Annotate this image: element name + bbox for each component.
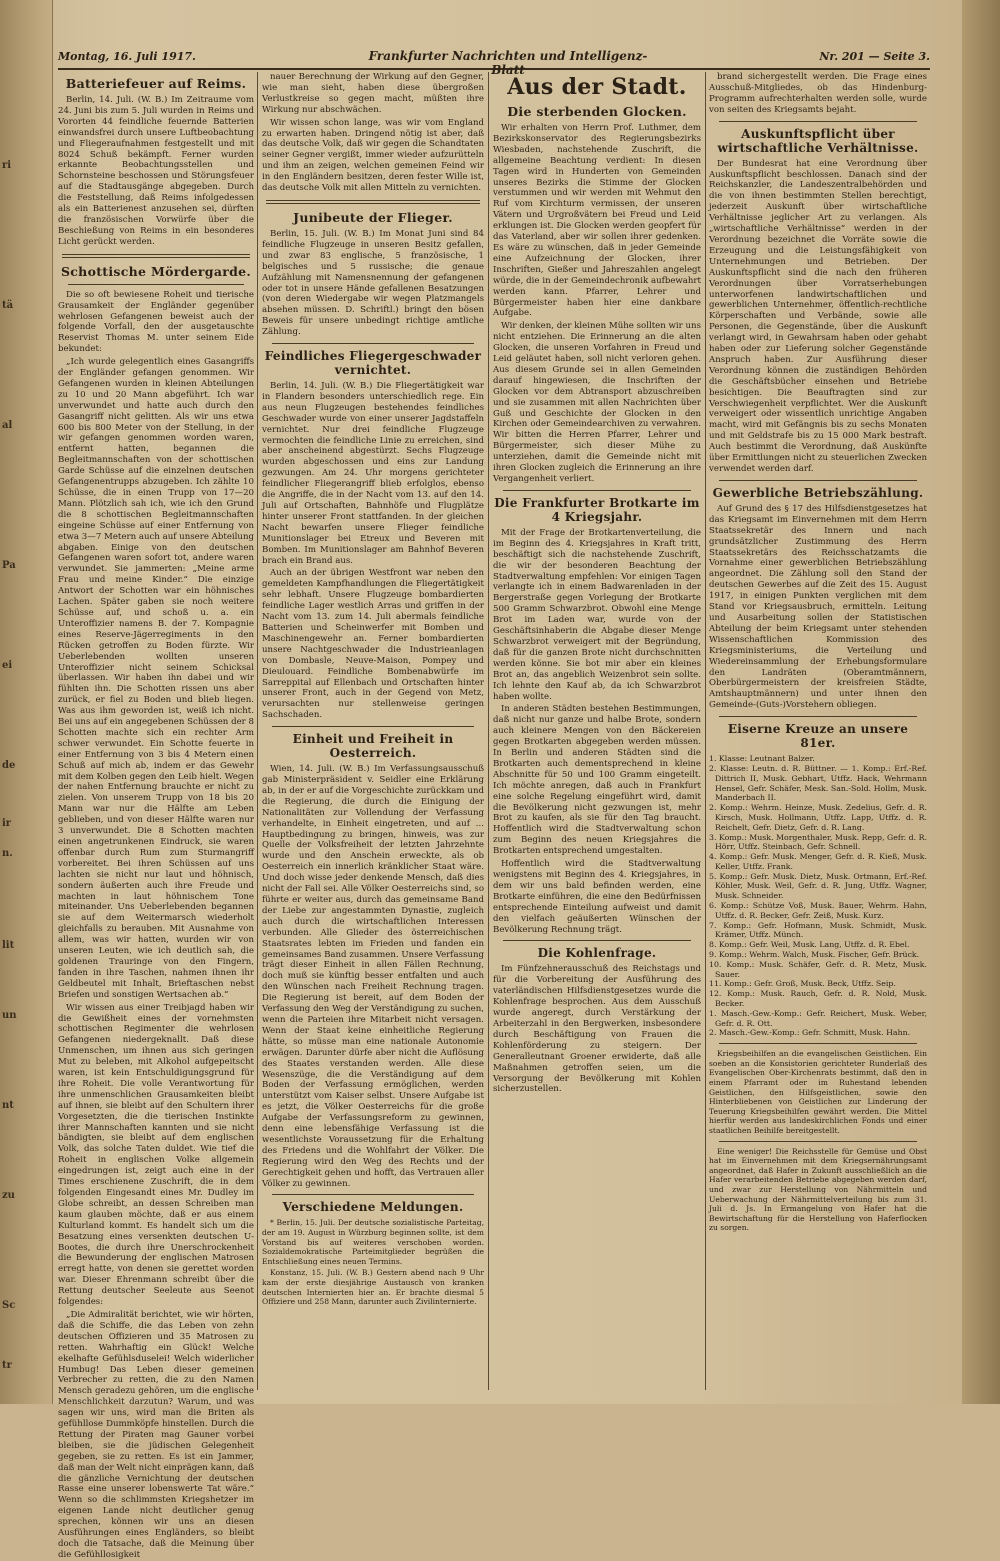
divider (719, 1141, 917, 1142)
column-rule (705, 72, 706, 1390)
article-headline: Die sterbenden Glocken. (507, 104, 687, 119)
award-list (709, 754, 927, 1038)
article-headline: Einheit und Freiheit in Oesterreich. (292, 732, 454, 761)
article-text: Konstanz, 15. Juli. (W. B.) Gestern abend nach 9 Uhr kam der erste diesjährige Austausch von kranken deutschen Internierten hier an. Er brachte diesmal 5 Offiziere und 258 Mann, darunter auch Zivilinternierte. (262, 1268, 484, 1307)
article-text: Im Fünfzehnerausschuß des Reichstags und für die Vorbereitung der Ausführung des vaterländischen Hilfsdienstgesetzes wurde die Kohlenfrage besprochen. Aus dem Ausschuß wurde angeregt, durch Verstärkung der Arbeiterzahl in den Bergwerken, insbesondere durch Beschäftigung von Frauen die Kohlenförderung zu steigern. Der Generalleutnant Groener erwiderte, daß alle Maßnahmen getroffen seien, um die Versorgung der Bevölkerung mit Kohlen sicherzustellen. (493, 964, 701, 1095)
article-headline: Batteriefeuer auf Reims. (65, 76, 247, 91)
divider (503, 490, 691, 491)
list-item: 8. Komp.: Gefr. Weil, Musk. Lang, Utffz. d. R. Ebel. (709, 940, 910, 950)
article-text: Wir denken, der kleinen Mühe sollten wir uns nicht entziehen. Die Erinnerung an die alten Glocken, die unseren Vorfahren in Freud und Leid geläutet haben, soll nicht verloren gehen. Aus diesem Grunde sei in allen Gemeinden darauf hingewiesen, die Inschriften der Glocken vor dem Abtransport abzuschreiben und sie zusammen mit allen Nachrichten über Guß und Geschichte der Glocken in den Kirchen oder Gemeindearchiven zu verwahren. Wir bitten die Herren Pfarrer, Lehrer und Bürgermeister, sich dieser Mühe zu unterziehen, damit die Gemeinde nicht mit ihren Glocken zugleich die Erinnerung an ihre Vergangenheit verliert. (493, 321, 701, 484)
edge-fragment: ir (2, 818, 12, 829)
list-item: 9. Komp.: Wehrm. Walch, Musk. Fischer, Gefr. Brück. (709, 950, 920, 960)
column-rule (488, 72, 489, 1390)
article-text: Berlin, 14. Juli. (W. B.) Die Fliegertätigkeit war in Flandern besonders unterschiedlich rege. Ein aus neun Flugzeugen bestehendes feindliches Geschwader wurde von einer unserer Jagdstaffeln vernichtet. Nur drei feindliche Flugzeuge vermochten die feindliche Linie zu erreichen, sind aber anscheinend abgestürzt. Sechs Flugzeuge wurden abgeschossen und eins zur Landung gezwungen. Am 24. Uhr morgens gerichteter feindlicher Fliegerangriff blieb erfolglos, ebenso die Angriffe, die in der Nacht vom 13. auf den 14. Juli auf Ortschaften, Bahnhöfe und Flugplätze hinter unserer Front stattfanden. In der gleichen Nacht bewarfen unsere Flieger feindliche Munitionslager bei Etreux und Beveren mit Bomben. Im Munitionslager am Bahnhof Beveren brach ein Brand aus. (262, 381, 484, 566)
article-headline: Auskunftspflicht über wirtschaftliche Verhältnisse. (717, 126, 919, 155)
header-date: Montag, 16. Juli 1917. (58, 50, 196, 63)
article-text: Wien, 14. Juli. (W. B.) Im Verfassungsausschuß gab Ministerpräsident v. Seidler eine Erklärung ab, in der er auf die Vorgeschichte zurückkam und die Regierung, die durch die Einigung der Nationalitäten zur Vollendung der Verfassung verhandelte, in Einheit eingetreten, und auf ... Hauptbedingung zu bringen, hinweis, was zur Quelle der Volksfreiheit der letzten Jahrzehnte wurde und den Anschein erweckte, als ob Oesterreich ein innerlich kränklicher Staat wäre. Und doch wisse jeder denkende Mensch, daß dies nicht der Fall sei. Alle Völker Oesterreichs sind, so führte er weiter aus, durch das gemeinsame Band der Liebe zur angestammten Dynastie, zugleich auch durch die wirtschaftlichen Interessen verbunden. Alle Glieder des österreichischen Staatsrates lebten im Frieden und fanden ein gemeinsames Band zusammen. Unsere Verfassung trägt dieser Einheit in allen Fällen Rechnung, doch muß sie künftig besser entfalten und auch den Wünschen nach Freiheit Rechnung tragen. Die Regierung ist bereit, auf dem Boden der Verfassung den Weg der Verständigung zu suchen, wenn die Parteien ihre Mitarbeit nicht versagen. Wenn der Staat keine einheitliche Regierung hätte, so müsse man eine nationale Autonomie erwägen. Darunter dürfe aber nicht die Auflösung des Staates verstanden werden. Alle diese Wesenszüge, die die Verständigung auf dem Boden der Verfassung ermöglichen, werden unterstützt vom Kaiser selbst. Unsere Aufgabe ist es jetzt, die Völker Oesterreichs für die große Aufgabe der Verfassungsreform zu gewinnen, denn eine lebensfähige Verfassung ist die wesentlichste Voraussetzung für die Erhaltung des Friedens und die Wohlfahrt der Völker. Die Regierung wird den Weg des Rechts und der Gerechtigkeit gehen und hofft, das Vertrauen aller Völker zu gewinnen. (262, 764, 484, 1189)
page-header (58, 48, 930, 77)
article-text: In anderen Städten bestehen Bestimmungen, daß nicht nur ganze und halbe Brote, sondern auch kleinere Mengen von den Bäckereien gegen Brotkarten abgegeben werden müssen. In Berlin und anderen Städten sind die Brotkarten auch dementsprechend in kleine Abschnitte für 50 und 100 Gramm eingeteilt. Ich möchte anregen, daß auch in Frankfurt eine solche Regelung eingeführt wird, damit die Bevölkerung nicht gezwungen ist, mehr Brot zu kaufen, als sie für den Tag braucht. Hoffentlich wird die Stadtverwaltung schon zum Beginn des neuen Kriegsjahres die Brotkarten entsprechend umgestalten. (493, 704, 701, 857)
article-headline: Feindliches Fliegergeschwader vernichtet. (264, 349, 482, 378)
edge-fragment: Pa (2, 560, 16, 571)
divider (719, 480, 917, 481)
edge-fragment: de (2, 760, 16, 771)
edge-fragment: lit (2, 940, 15, 951)
list-item: 2. Komp.: Wehrm. Heinze, Musk. Zedelius, Gefr. d. R. Kirsch, Musk. Hollmann, Utffz. Lapp, Utffz. d. R. Reichelt, Gefr. Dietz, Gefr. d. R. Lang. (709, 803, 927, 832)
article-text: Auch an der übrigen Westfront war neben den gemeldeten Kampfhandlungen die Fliegertätigkeit sehr lebhaft. Unsere Flugzeuge bombardierten feindliche Lager westlich Arras und griffen in der Nacht vom 13. zum 14. Juli abermals feindliche Batterien und Scheinwerfer mit Bomben und Maschinengewehr an. Ferner bombardierten unsere Nachtgeschwader die Industrieanlagen von Dombasle, Neuve-Maison, Pompey und Dieulouard. Feindliche Bombenabwürfe im Sarreppital auf Ellenbach und Ortschaften hinter unserer Front, auch in der Gegend von Metz, verursachten nur stellenweise geringen Sachschaden. (262, 568, 484, 721)
article-text: Wir wissen aus einer Treibjagd haben wir die Gewißheit eines der vornehmsten schottischen Regimenter die wehrlosen Gefangenen niedergeknallt. Daß diese Unmenschen, um ihnen aus sich geringen Mut zu beleben, mit Alkohol aufgepeitscht waren, ist kein Entschuldigungsgrund für ihre Roheit. Die volle Verantwortung für ihre unmenschlichen Grausamkeiten bleibt auf ihnen, sie bleibt auf den Schultern ihrer Vorgesetzten, die die tierischen Instinkte ihrer Mannschaften kannten und sie nicht bändigten, sie bleibt auf dem englischen Volk, das solche Taten duldet. Wie tief die Roheit in englischen Volke allgemein eingedrungen ist, zeigt auch eine in der Times erschienene Zuschrift, die in dem folgenden Eingesandt eines Mr. Dudley im Globe schreibt, an dessen Schreiben man kaum glauben möchte, daß er aus einem Kulturland kommt. Es handelt sich um die Besatzung eines versenkten deutschen U-Bootes, die durch ihre Unerschrockenheit die Bewunderung der englischen Matrosen erregt hatte, von denen sie gerettet worden war. Dieser Ehrenmann schreibt über die Rettung deutscher Seeleute aus Seenot folgendes: (58, 1002, 254, 1308)
edge-fragment: un (2, 1010, 17, 1021)
column-2 (262, 72, 484, 1390)
divider (272, 726, 474, 727)
divider (719, 121, 917, 122)
list-item: 11. Komp.: Gefr. Groß, Musk. Beck, Utffz. Seip. (709, 979, 896, 989)
divider (266, 200, 480, 204)
edge-fragment: nt (2, 1100, 14, 1111)
column-rule (257, 72, 258, 1390)
article-headline: Eiserne Kreuze an unsere 81er. (727, 722, 909, 751)
article-text: Hoffentlich wird die Stadtverwaltung wenigstens mit Beginn des 4. Kriegsjahres, in dem wir uns bald befinden werden, eine Brotkarte einführen, die eine den Bedürfnissen entsprechende Einteilung aufweist und damit den vielfach geäußerten Wünschen der Bevölkerung Rechnung trägt. (493, 859, 701, 935)
article-headline: Die Kohlenfrage. (537, 946, 657, 961)
list-item: 1. Klasse: Leutnant Balzer. (709, 754, 815, 764)
list-item: 2. Klasse: Leutn. d. R. Büttner. — 1. Komp.: Erf.-Ref. Dittrich II, Musk. Gebhart, Utffz. Hack, Wehrmann Hensel, Gefr. Schäfer, Mesk. San.-Sold. Hollm, Musk. Manderbach II. (709, 763, 927, 803)
article-text: „Die Admiralität berichtet, wie wir hörten, daß die Schiffe, die das Leben von zehn deutschen Offizieren und 35 Matrosen zu retten. Wahrhaftig ein Glück! Welche ekelhafte Gefühlsduselei! Welch widerlicher Humbug! Das Leben dieser gemeinen Verbrecher zu retten, die zu den Namen Mensch geradezu gehören, um die englische Menschlichkeit darzutun? Warum, und was sagen wir uns, wird man die Briten als gefühllose Dummköpfe hinstellen. Durch die Rettung der Piraten mag Gauner vorbei bleiben, sie die jüdischen Gelegenheit gegeben, sie zu retten. Es ist ein Jammer, daß man der Welt nicht einprägen kann, daß die gänzliche Vernichtung der deutschen Rasse eine unserer lobenswerte Tat wäre.“ Wenn so die schlimmsten Kriegshetzer im eigenen Lande nicht deutlicher genug sprechen, können wir uns an diesen Ausführungen eines Engländers, so bleibt doch die Tatsache, daß die Meinung über die Gefühllosigkeit (58, 1309, 254, 1560)
adjacent-page-edge (0, 0, 53, 1404)
list-item: 7. Komp.: Gefr. Hofmann, Musk. Schmidt, Musk. Krämer, Utffz. Münch. (709, 920, 927, 940)
page-edge-right (962, 0, 1000, 1404)
article-text: „Ich wurde gelegentlich eines Gasangriffs der Engländer gefangen genommen. Wir Gefangenen wurden in kleinen Abteilungen zu 10 und 20 Mann abgeführt. Ich war unverwundet und hatte auch durch den Gasangriff nicht gelitten. Als wir uns etwa 600 bis 800 Meter von der Stellung, in der wir gefangen genommen worden waren, entfernt hatten, begannen die Begleitmannschaften von der schottischen Garde Schüsse auf die einzelnen deutschen Gefangenentrupps abzugeben. Ich zählte 10 Schüsse, die in einen Trupp von 17—20 Mann. Plötzlich sah ich, wie ich den Grund die 8 schottischen Begleitmannschaften eingeine Schüsse auf einer Entfernung von etwa 3—7 Metern auch auf unsere Abteilung abgaben. Einige von den deutschen Gefangenen waren sofort tot, andere waren verwundet. Sie jammerten: „Meine arme Frau und meine Kinder.“ Die einzige Antwort der Schotten war ein höhnisches Lachen. Später gaben sie noch weitere Schüsse auf, und schoß u. a. ein Unteroffizier namens B. der 7. Kompagnie eines Reserve-Jägerregiments in den Rücken getroffen zu Boden fürzte. Wir Ueberlebenden wollten unseren Unteroffizier nicht seinem Schicksal überlassen. Wir haben ihn dabei und wir fühlten ihn. Die Schotten rissen uns aber zurück, er fiel zu Boden und blieb liegen. Was aus ihm geworden ist, weiß ich nicht. Bei uns auf ein angegebenen Schüssen der 8 Schotten machte sich ein rechter Arm schwer verwundet. Ein Schotte feuerte in einer Entfernung von 3 bis 4 Metern einen Schuß auf mich ab, indem er das Gewehr mit dem Kolben gegen den Leib hielt. Wegen der nahen Entfernung brauchte er nicht zu zielen. Von unserem Trupp von 18 bis 20 Mann war nur die Hälfte am Leben geblieben, und von dieser Hälfte waren nur 3 unverwundet. Die 8 Schotten machten einen angetrunkenen Eindruck, sie waren offenbar durch Rum zum Sturmangriff vorbereitet. Bei ihren Schüssen auf uns lachten sie nicht nur laut und höhnisch, sondern äußerten auch ihre Freude und machten in laut höhnischem Tone miteinander. Uns Ueberlebenden begannen sie auf dem Weitermarsch wiederholt gleichfalls zu berauben. Mit Ausnahme von allem, was wir hatten, wurden wir von unseren Leuten, wie ich deutlich sah, die goldenen Trauringe von den Fingern, fanden in ihre Taschen, nahmen ihnen ihr Geldbeutel mit Inhalt, Brieftaschen nebst Briefen und sonstigen Wertsachen ab.“ (58, 357, 254, 1000)
edge-fragment: Sc (2, 1300, 16, 1311)
list-item: 12. Komp.: Musk. Rauch, Gefr. d. R. Nold, Musk. Becker. (709, 989, 927, 1009)
article-text: Der Bundesrat hat eine Verordnung über Auskunftspflicht beschlossen. Danach sind der Reichskanzler, die Landeszentralbehörden und die von ihnen bestimmten Stellen berechtigt, jederzeit Auskunft über wirtschaftliche Verhältnisse jeglicher Art zu verlangen. Als „wirtschaftliche Verhältnisse“ werden in der Verordnung bezeichnet die Vorräte sowie die Erzeugung und die Leistungsfähigkeit von Unternehmungen und Betrieben. Der Auskunftspflicht sind die nach den früheren Verordnungen über Vorratserhebungen unterworfenen landwirtschaftlichen und gewerblichen Unternehmer, öffentlich-rechtliche Körperschaften und Verbände, sowie alle Personen, die Gegenstände, über die Auskunft verlangt wird, in Gewahrsam haben oder gehabt haben oder zur Lieferung solcher Gegenstände Anspruch haben. Zur Ausführung dieser Verordnung können die zuständigen Behörden die Geschäftsbücher einsehen und Betriebe besichtigen. Die Beauftragten sind zur Verschwiegenheit verpflichtet. Wer die Auskunft verweigert oder wissentlich unrichtige Angaben macht, wird mit Gefängnis bis zu sechs Monaten und mit Geldstrafe bis zu 15 000 Mark bestraft. Auch bestimmt die Verordnung, daß Auskünfte über Ermittlungen nicht zu steuerlichen Zwecken verwendet werden darf. (709, 158, 927, 474)
article-text: Berlin, 15. Juli. (W. B.) Im Monat Juni sind 84 feindliche Flugzeuge in unseren Besitz gefallen, und zwar 83 englische, 5 französische, 1 belgisches und 5 russische; die genaue Aufzählung mit Namensnennung der gefangenen oder tot in unsere Hände gefallenen Besatzungen (von deren Wiedergabe wir wegen Platzmangels absehen müssen. D. Schriftl.) bringt den bösen Beweis für unsere unbedingt richtige amtliche Zählung. (262, 228, 484, 338)
edge-fragment: ei (2, 660, 13, 671)
article-headline: Gewerbliche Betriebszählung. (712, 485, 924, 500)
divider (272, 343, 474, 344)
list-item: 4. Komp.: Gefr. Musk. Menger, Gefr. d. R. Kieß, Musk. Keller, Utffz. Frank. (709, 852, 927, 871)
article-text: Mit der Frage der Brotkartenverteilung, die im Beginn des 4. Kriegsjahres in Kraft tritt, beschäftigt sich die nachstehende Zuschrift, die wir der besonderen Beachtung der Stadtverwaltung empfehlen: Vor einigen Tagen verlangte ich in einem Badwarenladen in der Bergerstraße gegen Vorlegung der Brotkarte 500 Gramm Schwarzbrot. Obwohl eine Menge Brot im Laden war, wurde von der Geschäftsinhaberin die Abgabe dieser Menge Schwarzbrot verweigert mit der Begründung, daß für die ganzen Brote nicht durchschnitten werden könne. Sie bot mir aber ein kleines Brot an, das angeblich Weizenbrot sein sollte. Ich lehnte den Kauf ab, da ich Schwarzbrot haben wollte. (493, 527, 701, 702)
article-text: nauer Berechnung der Wirkung auf den Gegner, wie man sieht, haben diese übergroßen Verlustkreise so gegen macht, müßten ihre Wirkung nur abschwächen. (262, 72, 484, 115)
article-text: * Berlin, 15. Juli. Der deutsche sozialistische Parteitag, der am 19. August in Würzburg beginnen sollte, ist dem Vorstand bis auf weiteres verschoben worden. Sozialdemokratische Parteimitglieder begrüßen die Entschließung eines neuen Termins. (262, 1218, 484, 1266)
divider (503, 940, 691, 941)
article-headline: Verschiedene Meldungen. (282, 1200, 464, 1215)
column-4 (709, 72, 927, 1390)
divider (272, 1194, 474, 1195)
list-item: 5. Komp.: Gefr. Musk. Dietz, Musk. Ortmann, Erf.-Ref. Köhler, Musk. Weil, Gefr. d. R. Jung, Utffz. Wagner, Musk. Schneider. (709, 871, 927, 901)
article-text: Wir wissen schon lange, was wir vom England zu erwarten haben. Dringend nötig ist aber, daß das deutsche Volk, daß wir gegen die Schandtaten seiner Gegner vergißt, immer wieder aufzurütteln und ihm an zeigen, welchen gemeinen Feind wir in den Engländern besitzen, deren fester Wille ist, das deutsche Volk mit allen Mitteln zu vernichten. (262, 117, 484, 194)
article-text: Eine weniger! Die Reichsstelle für Gemüse und Obst hat im Einvernehmen mit dem Kriegsernährungsamt angeordnet, daß Hafer in Zukunft ausschließlich an die Hafer verarbeitenden Betriebe abgegeben werden darf, und zwar zur Herstellung von Nährmitteln und Ueberwachung der Nährmittelverteilung bis zum 31. Juli d. Js. In Ermangelung von Hafer hat die Bewirtschaftung für die Herstellung von Haferflocken zu sorgen. (709, 1146, 927, 1233)
edge-fragment: ri (2, 160, 12, 171)
column-1 (58, 72, 254, 1560)
column-3 (493, 72, 701, 1390)
edge-fragment: tä (2, 300, 14, 311)
edge-fragment: zu (2, 1190, 15, 1201)
article-text: Kriegsbeihilfen an die evangelischen Geistlichen. Ein soeben an die Konsistorien gerichteter Runderlaß des Evangelischen Ober-Kirchenrats bestimmt, daß den in einem Pfarramt oder im Ruhestand lebenden Geistlichen, den Hilfsgeistlichen, sowie den Hinterbliebenen von Geistlichen zur Linderung der Teuerung Kriegsbeihilfen gewährt werden. Die Mittel hierfür werden aus landeskirchlichen Fonds und einer staatlichen Beihilfe bereitgestellt. (709, 1049, 927, 1135)
article-text: Wir erhalten von Herrn Prof. Luthmer, dem Bezirkskonservator des Regierungsbezirks Wiesbaden, nachstehende Zuschrift, die allgemeine Beachtung verdient: In diesen Tagen wird in Hunderten von Gemeinden unseres Bezirks die Stimme der Glocken verstummen und wir werden mit Wehmut den Ruf vom Kirchturm vermissen, der unseren Vätern und Urgroßvätern bei Freud und Leid erklungen ist. Die Glocken werden geopfert für das Vaterland, aber wir sollen ihrer gedenken. Es wäre zu wünschen, daß in jeder Gemeinde eine Aufzeichnung der Glocken, ihrer Inschriften, Gießer und Jahreszahlen angelegt würde, die in der Gemeindechronik aufbewahrt werden kann. Pfarrer, Lehrer und Bürgermeister haben hier eine dankbare Aufgabe. (493, 123, 701, 319)
section-masthead: Aus der Stadt. (507, 74, 687, 100)
edge-fragment: n. (2, 848, 13, 859)
article-headline: Junibeute der Flieger. (293, 209, 453, 225)
newspaper-title: Frankfurter Nachrichten und Intelligenz-Blatt (368, 49, 648, 77)
edge-fragment: tr (2, 1360, 12, 1371)
list-item: 6. Komp.: Schütze Voß, Musk. Bauer, Wehrm. Hahn, Utffz. d. R. Becker, Gefr. Zeiß, Musk. Kurz. (709, 901, 927, 920)
edge-fragment: al (2, 420, 13, 431)
divider (68, 284, 244, 285)
article-text: Die so oft bewiesene Roheit und tierische Grausamkeit der Engländer gegenüber wehrlosen Gefangenen beweist auch der folgende Vorfall, den der ausgetauschte Reservist Thomas M. unter seinem Eide bekundet: (58, 289, 254, 355)
article-headline: Die Frankfurter Brotkarte im 4 Kriegsjahr. (494, 495, 700, 524)
list-item: 3. Komp.: Musk. Morgenthaler, Musk. Repp, Gefr. d. R. Hörr, Utffz. Steinbach, Gefr. Schnell. (709, 832, 927, 852)
article-text: brand sichergestellt werden. Die Frage eines Ausschuß-Mitgliedes, ob das Hindenburg-Programm aufrechterhalten werden solle, wurde von seiten des Kriegsamts bejaht. (709, 72, 927, 115)
divider (62, 254, 250, 258)
article-text: Auf Grund des § 17 des Hilfsdienstgesetzes hat das Kriegsamt im Einvernehmen mit dem Herrn Staatssekretär des Innern und nach grundsätzlicher Zustimmung des Herrn Staatssekretärs des Reichsschatzamts die Vornahme einer gewerblichen Betriebszählung angeordnet. Die Zählung soll den Stand der deutschen Gewerbes auf die Zeit des 15. August 1917, in einigen Punkten verglichen mit dem Stand vor Kriegsausbruch, ermitteln. Leitung und Ausarbeitung sollen der Statistischen Abteilung der beim Kriegsamt unter stehenden Wissenschaftlichen Kommission des Kriegsministeriums, die Verteilung und Wiedereinsammlung der Erhebungsformulare den Landräten (Oberamtmännern, Oberbürgermeistern der kreisfreien Städte, Amtshauptmännern) und unter ihnen den Gemeinde-(Guts-)Vorstehern obliegen. (709, 503, 927, 711)
list-item: 1. Masch.-Gew.-Komp.: Gefr. Reichert, Musk. Weber, Gefr. d. R. Ott. (709, 1008, 927, 1028)
page-number: Nr. 201 — Seite 3. (819, 50, 930, 63)
divider (719, 716, 917, 717)
article-text: Berlin, 14. Juli. (W. B.) Im Zeitraume vom 24. Juni bis zum 5. Juli wurden in Reims und Vororten 44 feindliche feuernde Batterien einwandsfrei durch unsere Luftbeobachtung und Fliegeraufnahmen festgestellt und mit 8024 Schuß bekämpft. Ferner wurden erkannte Beobachtungsstellen und Schornsteine beschossen und Störungsfeuer auf die Stadtausgänge abgegeben. Durch die Feststellung, daß Reims infolgedessen als ein Batterienest anzusehen sei, dürften die französischen Vorwürfe über die Beschießung von Reims in ein besonderes Licht gerückt werden. (58, 95, 254, 247)
divider (719, 1043, 917, 1044)
list-item: 10. Komp.: Musk. Schäfer, Gefr. d. R. Metz, Musk. Sauer. (709, 959, 927, 979)
list-item: 2. Masch.-Gew.-Komp.: Gefr. Schmitt, Musk. Hahn. (709, 1028, 911, 1038)
article-headline: Schottische Mördergarde. (60, 263, 252, 279)
